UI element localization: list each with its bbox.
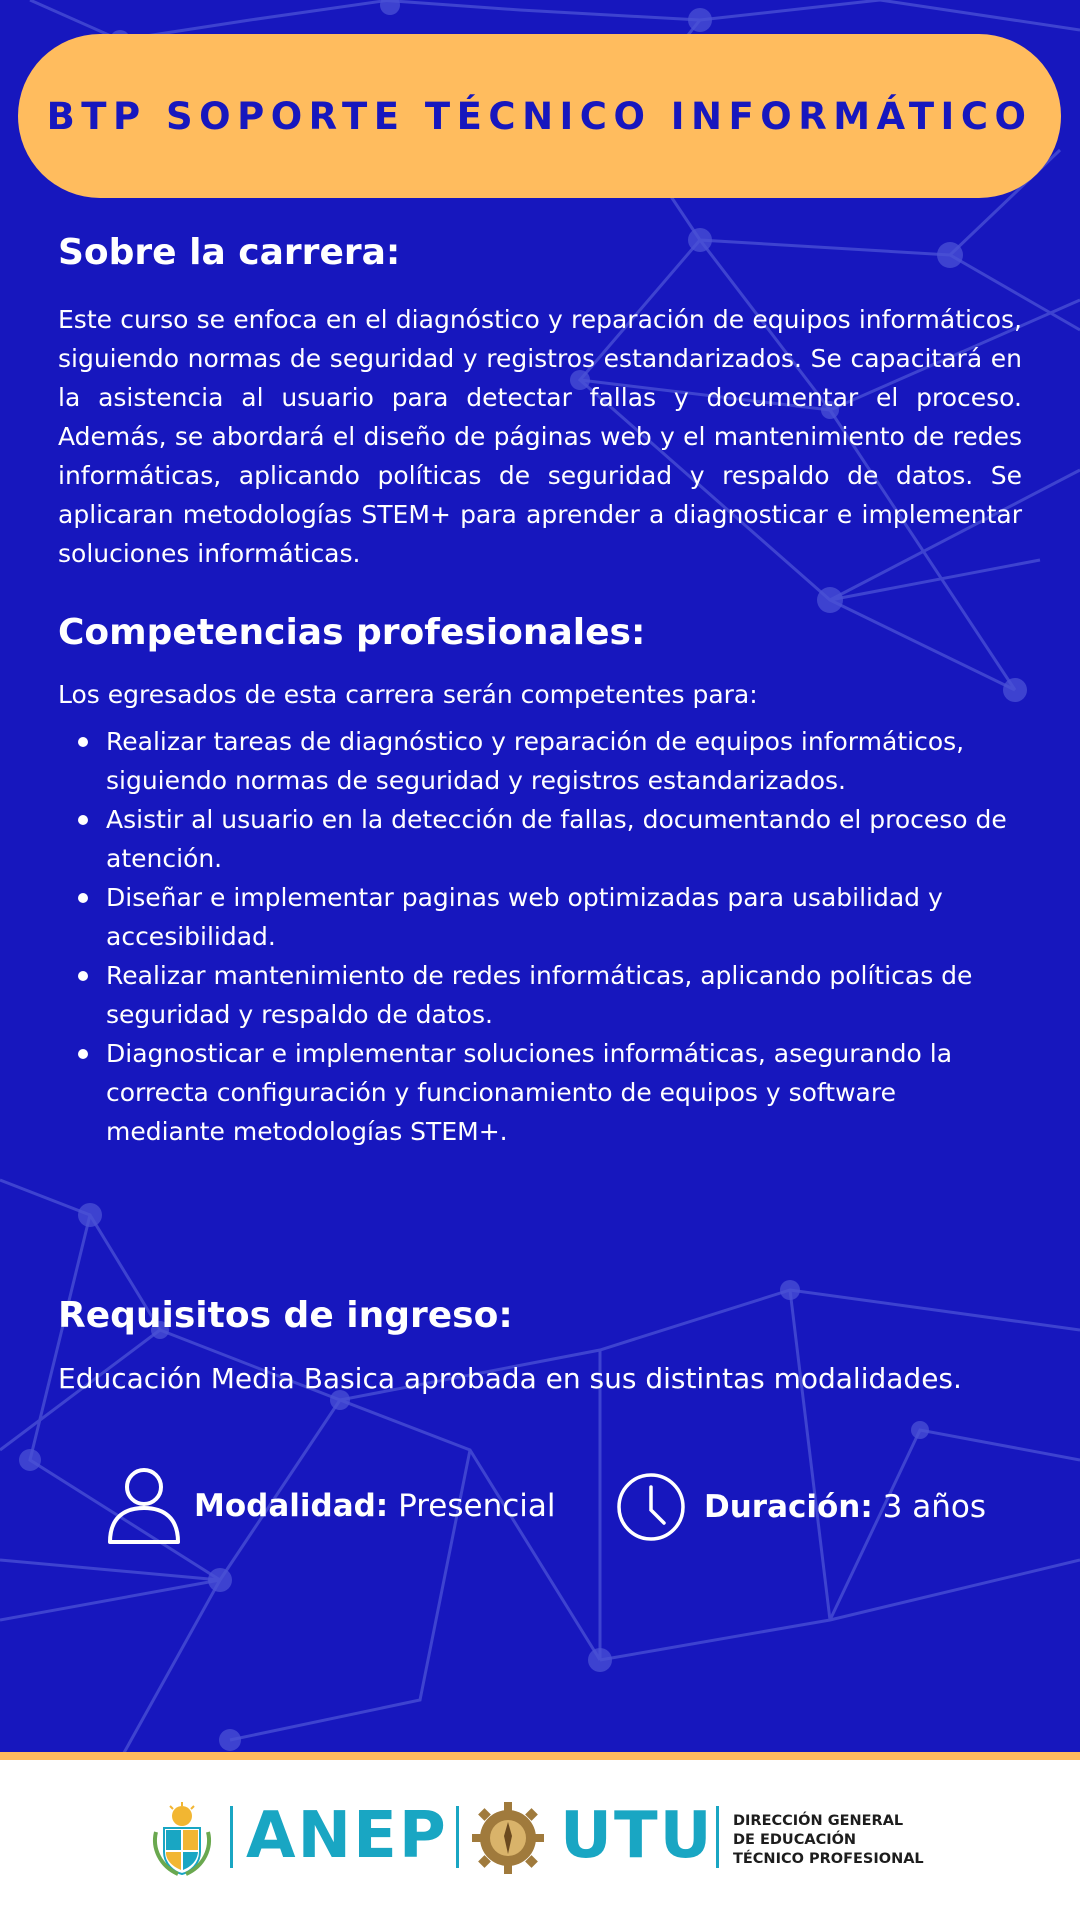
divider — [716, 1806, 719, 1868]
page-title: BTP SOPORTE TÉCNICO INFORMÁTICO — [46, 94, 1033, 138]
competencias-intro: Los egresados de esta carrera serán competentes para: — [58, 680, 758, 709]
divider — [230, 1806, 233, 1868]
modalidad-value: Presencial — [398, 1488, 556, 1524]
sobre-heading: Sobre la carrera: — [58, 232, 401, 273]
modalidad-label: Modalidad: — [194, 1488, 389, 1524]
requisitos-text: Educación Media Basica aprobada en sus distintas modalidades. — [58, 1362, 962, 1395]
coat-of-arms-icon — [150, 1802, 214, 1876]
bullet-icon — [78, 737, 88, 747]
anep-logo-text: ANEP — [246, 1799, 448, 1873]
person-icon — [106, 1466, 182, 1546]
list-item: Realizar tareas de diagnóstico y reparación de equipos informáticos, siguiendo normas de seguridad y registros estandarizados. — [58, 722, 1018, 800]
utu-logo-text: UTU — [560, 1799, 714, 1873]
requisitos-heading: Requisitos de ingreso: — [58, 1295, 513, 1336]
competencias-heading: Competencias profesionales: — [58, 612, 646, 653]
bullet-icon — [78, 971, 88, 981]
duracion-value: 3 años — [882, 1489, 986, 1525]
sobre-text: Este curso se enfoca en el diagnóstico y reparación de equipos informáticos, siguiendo normas de seguridad y registros estandarizados. Se capacitará en la asistencia al usuario para detectar fallas y documentar el proceso. Además, se abordará el diseño de páginas web y el mantenimiento de redes informáticas, aplicando políticas de seguridad y respaldo de datos. Se aplicaran metodologías STEM+ para aprender a diagnosticar e implementar soluciones informáticas. — [58, 305, 1022, 568]
divider — [456, 1806, 459, 1868]
competencias-list — [58, 722, 1018, 1151]
list-item: Diseñar e implementar paginas web optimizadas para usabilidad y accesibilidad. — [58, 878, 1018, 956]
duracion-label: Duración: — [704, 1489, 873, 1525]
direccion-text: DIRECCIÓN GENERAL DE EDUCACIÓN TÉCNICO PROFESIONAL — [733, 1813, 924, 1867]
list-item: Asistir al usuario en la detección de fallas, documentando el proceso de atención. — [58, 800, 1018, 878]
bullet-icon — [78, 815, 88, 825]
list-item: Realizar mantenimiento de redes informáticas, aplicando políticas de seguridad y respaldo de datos. — [58, 956, 1018, 1034]
title-banner — [18, 34, 1061, 198]
duracion-info — [616, 1472, 986, 1542]
gear-emblem-icon — [470, 1800, 546, 1876]
list-item: Diagnosticar e implementar soluciones informáticas, asegurando la correcta configuración y funcionamiento de equipos y software mediante metodologías STEM+. — [58, 1034, 1018, 1151]
bullet-icon — [78, 1049, 88, 1059]
modalidad-info — [106, 1466, 556, 1546]
clock-icon — [616, 1472, 686, 1542]
bullet-icon — [78, 893, 88, 903]
